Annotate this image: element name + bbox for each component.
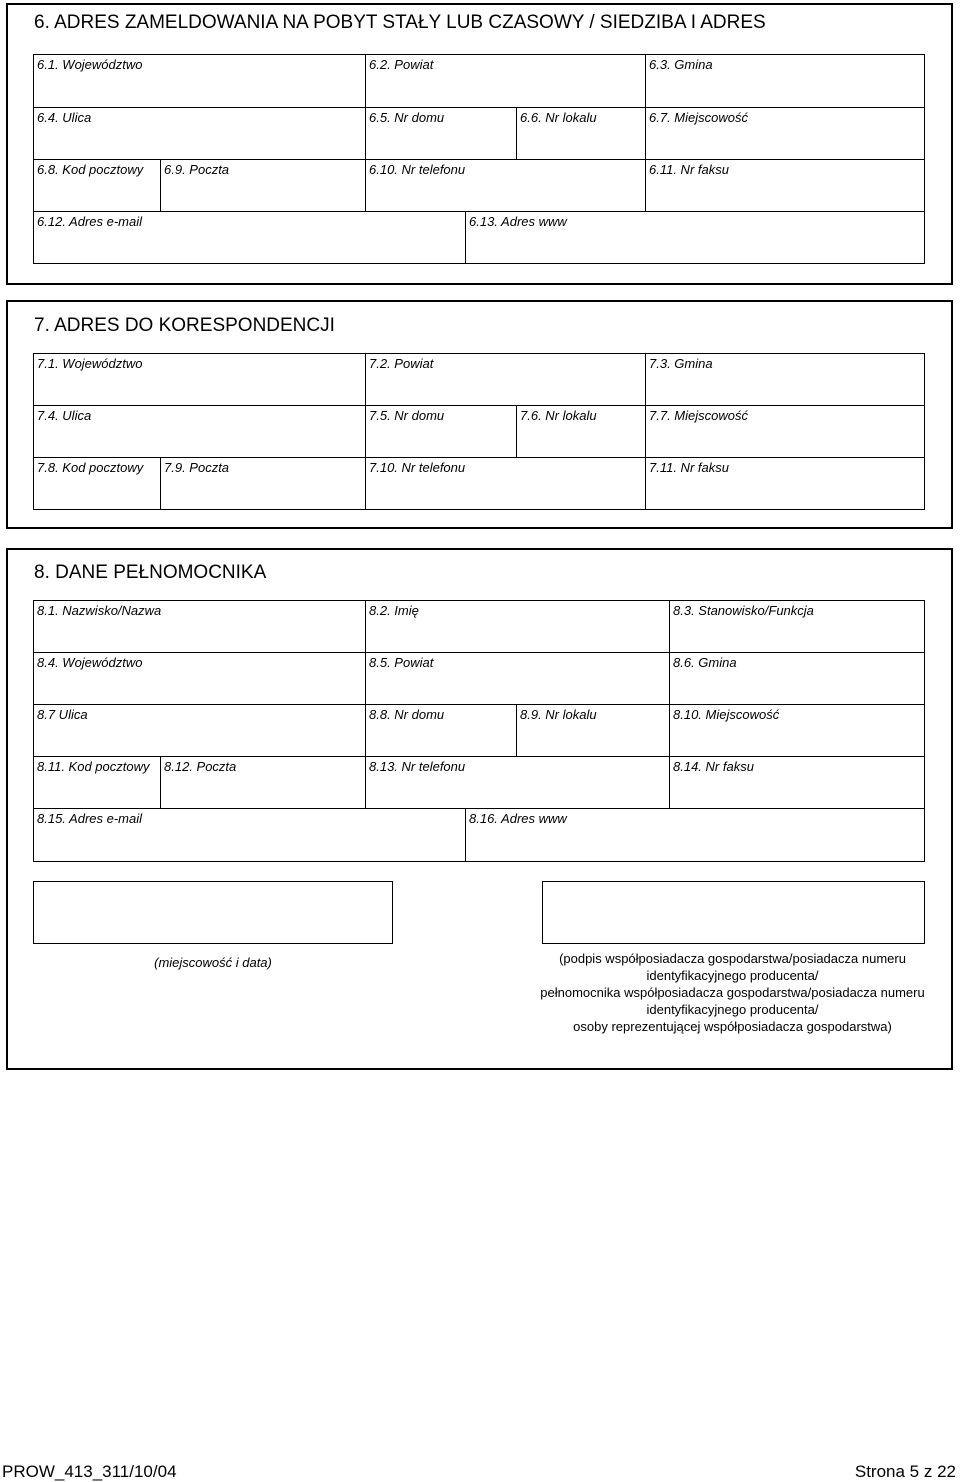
field-7-1[interactable] bbox=[33, 353, 366, 406]
label-7-10: 7.10. Nr telefonu bbox=[369, 460, 466, 475]
field-8-6[interactable] bbox=[669, 652, 925, 705]
label-8-12: 8.12. Poczta bbox=[164, 759, 237, 774]
label-8-15: 8.15. Adres e-mail bbox=[37, 811, 143, 826]
label-7-7: 7.7. Miejscowość bbox=[649, 408, 748, 423]
field-8-8[interactable] bbox=[365, 704, 517, 757]
field-7-9[interactable] bbox=[160, 457, 366, 510]
field-6-13[interactable] bbox=[465, 211, 925, 264]
label-8-7: 8.7 Ulica bbox=[37, 707, 88, 722]
label-8-13: 8.13. Nr telefonu bbox=[369, 759, 466, 774]
field-7-11[interactable] bbox=[645, 457, 925, 510]
label-6-8: 6.8. Kod pocztowy bbox=[37, 162, 144, 177]
field-6-10[interactable] bbox=[365, 159, 646, 212]
label-7-3: 7.3. Gmina bbox=[649, 356, 713, 371]
label-6-13: 6.13. Adres www bbox=[469, 214, 567, 229]
label-8-6: 8.6. Gmina bbox=[673, 655, 737, 670]
signature-caption-line-2: identyfikacyjnego producenta/ bbox=[646, 968, 819, 983]
signature-caption-line-3: pełnomocnika współposiadacza gospodarstwa/posiadacza numeru bbox=[540, 985, 925, 1000]
label-8-8: 8.8. Nr domu bbox=[369, 707, 445, 722]
label-8-3: 8.3. Stanowisko/Funkcja bbox=[673, 603, 814, 618]
field-8-12[interactable] bbox=[160, 756, 366, 809]
label-8-5: 8.5. Powiat bbox=[369, 655, 434, 670]
section-6-title: 6. ADRES ZAMELDOWANIA NA POBYT STAŁY LUB CZASOWY / SIEDZIBA I ADRES bbox=[34, 12, 766, 33]
field-6-3[interactable] bbox=[645, 54, 925, 108]
label-6-1: 6.1. Województwo bbox=[37, 57, 143, 72]
field-8-11[interactable] bbox=[33, 756, 161, 809]
label-7-11: 7.11. Nr faksu bbox=[649, 460, 729, 475]
label-6-2: 6.2. Powiat bbox=[369, 57, 434, 72]
label-6-5: 6.5. Nr domu bbox=[369, 110, 445, 125]
signature-caption-line-4: identyfikacyjnego producenta/ bbox=[646, 1002, 819, 1017]
label-8-16: 8.16. Adres www bbox=[469, 811, 567, 826]
footer-page-number: Strona 5 z 22 bbox=[854, 1462, 956, 1481]
place-date-caption: (miejscowość i data) bbox=[154, 955, 272, 970]
label-7-5: 7.5. Nr domu bbox=[369, 408, 445, 423]
signature-box[interactable] bbox=[542, 881, 925, 944]
label-7-1: 7.1. Województwo bbox=[37, 356, 143, 371]
field-6-1[interactable] bbox=[33, 54, 366, 108]
place-date-box[interactable] bbox=[33, 881, 393, 944]
field-8-3[interactable] bbox=[669, 600, 925, 653]
label-8-9: 8.9. Nr lokalu bbox=[520, 707, 597, 722]
label-7-2: 7.2. Powiat bbox=[369, 356, 434, 371]
field-8-15[interactable] bbox=[33, 808, 466, 862]
field-7-8[interactable] bbox=[33, 457, 161, 510]
field-6-8[interactable] bbox=[33, 159, 161, 212]
label-7-6: 7.6. Nr lokalu bbox=[520, 408, 597, 423]
signature-caption-line-1: (podpis współposiadacza gospodarstwa/posiadacza numeru bbox=[559, 951, 906, 966]
field-7-3[interactable] bbox=[645, 353, 925, 406]
section-7-title: 7. ADRES DO KORESPONDENCJI bbox=[34, 315, 335, 336]
field-7-10[interactable] bbox=[365, 457, 646, 510]
field-6-4[interactable] bbox=[33, 107, 366, 160]
field-6-9[interactable] bbox=[160, 159, 366, 212]
field-6-7[interactable] bbox=[645, 107, 925, 160]
field-8-9[interactable] bbox=[516, 704, 670, 757]
label-8-11: 8.11. Kod pocztowy bbox=[37, 759, 150, 774]
label-8-14: 8.14. Nr faksu bbox=[673, 759, 754, 774]
field-7-5[interactable] bbox=[365, 405, 517, 458]
field-8-13[interactable] bbox=[365, 756, 670, 809]
field-6-12[interactable] bbox=[33, 211, 466, 264]
label-6-10: 6.10. Nr telefonu bbox=[369, 162, 466, 177]
label-6-4: 6.4. Ulica bbox=[37, 110, 92, 125]
signature-caption-line-5: osoby reprezentującej współposiadacza gospodarstwa) bbox=[573, 1019, 892, 1034]
field-8-1[interactable] bbox=[33, 600, 366, 653]
label-8-4: 8.4. Województwo bbox=[37, 655, 143, 670]
label-6-6: 6.6. Nr lokalu bbox=[520, 110, 597, 125]
field-8-4[interactable] bbox=[33, 652, 366, 705]
footer-form-code: PROW_413_311/10/04 bbox=[2, 1462, 177, 1481]
label-7-9: 7.9. Poczta bbox=[164, 460, 230, 475]
field-6-5[interactable] bbox=[365, 107, 517, 160]
field-8-5[interactable] bbox=[365, 652, 670, 705]
label-6-12: 6.12. Adres e-mail bbox=[37, 214, 143, 229]
label-6-11: 6.11. Nr faksu bbox=[649, 162, 729, 177]
signature-caption bbox=[520, 950, 945, 1035]
field-8-14[interactable] bbox=[669, 756, 925, 809]
field-6-11[interactable] bbox=[645, 159, 925, 212]
field-8-2[interactable] bbox=[365, 600, 670, 653]
field-7-6[interactable] bbox=[516, 405, 646, 458]
field-8-16[interactable] bbox=[465, 808, 925, 862]
label-6-9: 6.9. Poczta bbox=[164, 162, 230, 177]
label-7-4: 7.4. Ulica bbox=[37, 408, 92, 423]
field-6-2[interactable] bbox=[365, 54, 646, 108]
field-7-7[interactable] bbox=[645, 405, 925, 458]
field-6-6[interactable] bbox=[516, 107, 646, 160]
label-8-10: 8.10. Miejscowość bbox=[673, 707, 780, 722]
field-7-2[interactable] bbox=[365, 353, 646, 406]
field-8-10[interactable] bbox=[669, 704, 925, 757]
label-6-3: 6.3. Gmina bbox=[649, 57, 713, 72]
label-8-1: 8.1. Nazwisko/Nazwa bbox=[37, 603, 162, 618]
field-8-7[interactable] bbox=[33, 704, 366, 757]
label-8-2: 8.2. Imię bbox=[369, 603, 419, 618]
field-7-4[interactable] bbox=[33, 405, 366, 458]
section-8-title: 8. DANE PEŁNOMOCNIKA bbox=[34, 562, 267, 583]
label-6-7: 6.7. Miejscowość bbox=[649, 110, 748, 125]
label-7-8: 7.8. Kod pocztowy bbox=[37, 460, 144, 475]
